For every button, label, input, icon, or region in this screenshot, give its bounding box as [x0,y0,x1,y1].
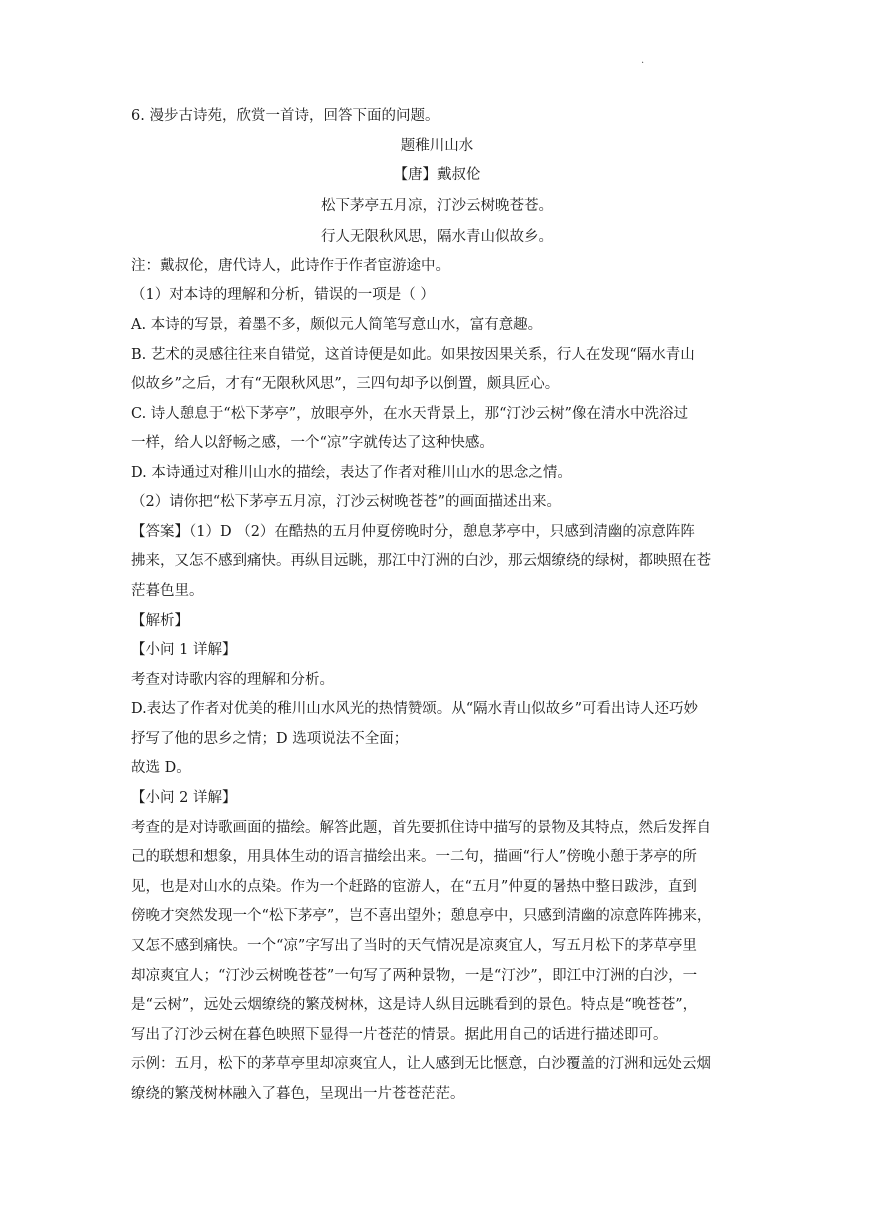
option-d: D. 本诗通过对稚川山水的描绘，表达了作者对稚川山水的思念之情。 [131,465,572,481]
option-c-line-1: C. 诗人憩息于“松下茅亭”，放眼亭外，在水天背景上，那“汀沙云树”像在清水中洗浴过 [131,406,688,422]
poem-line-2: 行人无限秋风思，隔水青山似故乡。 [321,229,553,245]
q1-line-2: D.表达了作者对优美的稚川山水风光的热情赞颂。从“隔水青山似故乡”可看出诗人还巧妙 [131,701,699,717]
sub-question-2: （2）请你把“松下茅亭五月凉，汀沙云树晚苍苍”的画面描述出来。 [131,494,562,510]
q2-line-7: 是“云树”，远处云烟缭绕的繁茂树林，这是诗人纵目远眺看到的景色。特点是“晚苍苍”， [131,997,698,1013]
analysis-heading: 【解析】 [131,613,189,629]
poem-note: 注：戴叔伦，唐代诗人，此诗作于作者宦游途中。 [131,258,450,274]
q2-line-6: 却凉爽宜人；“汀沙云树晚苍苍”一句写了两种景物，一是“汀沙”，即江中汀洲的白沙，一 [131,968,698,984]
answer-line-2: 拂来，又怎不感到痛快。再纵目远眺，那江中汀洲的白沙，那云烟缭绕的绿树，都映照在苍 [131,553,711,569]
q2-line-8: 写出了汀沙云树在暮色映照下显得一片苍茫的情景。据此用自己的话进行描述即可。 [131,1027,668,1043]
q2-line-1: 考查的是对诗歌画面的描绘。解答此题，首先要抓住诗中描写的景物及其特点，然后发挥自 [131,820,711,836]
option-b-line-1: B. 艺术的灵感往往来自错觉，这首诗便是如此。如果按因果关系，行人在发现“隔水青山 [131,347,695,363]
answer-line-3: 茫暮色里。 [131,583,204,599]
question-stem: 6. 漫步古诗苑，欣赏一首诗，回答下面的问题。 [131,108,440,124]
option-a: A. 本诗的写景，着墨不多，颇似元人简笔写意山水，富有意趣。 [131,317,543,333]
sub-question-1: （1）对本诗的理解和分析，错误的一项是（ ） [131,287,435,303]
poem-title: 题稚川山水 [400,138,474,154]
q1-heading: 【小问 1 详解】 [131,642,237,658]
answer-line-1: 【答案】（1）D （2）在酷热的五月仲夏傍晚时分，憩息茅亭中，只感到清幽的凉意阵阵 [131,524,695,540]
q2-line-4: 傍晚才突然发现一个“松下茅亭”，岂不喜出望外；憩息亭中，只感到清幽的凉意阵阵拂来， [131,908,712,924]
q1-line-3: 抒写了他的思乡之情；D 选项说法不全面； [131,731,409,747]
q2-line-5: 又怎不感到痛快。一个“凉”字写出了当时的天气情况是凉爽宜人，写五月松下的茅草亭里 [131,938,697,954]
q1-line-1: 考查对诗歌内容的理解和分析。 [131,672,334,688]
q2-heading: 【小问 2 详解】 [131,790,237,806]
option-b-line-2: 似故乡”之后，才有“无限秋风思”，三四句却予以倒置，颇具匠心。 [131,376,560,392]
poem-line-1: 松下茅亭五月凉，汀沙云树晚苍苍。 [321,198,553,214]
q2-line-3: 见，也是对山水的点染。作为一个赶路的宦游人，在“五月”仲夏的暑热中整日跋涉，直到 [131,879,697,895]
option-c-line-2: 一样，给人以舒畅之感，一个“凉”字就传达了这种快感。 [131,435,494,451]
q1-line-4: 故选 D。 [131,760,191,776]
header-dot: . [641,55,645,66]
poem-author: 【唐】戴叔伦 [393,167,481,183]
q2-line-2: 己的联想和想象，用具体生动的语言描绘出来。一二句，描画“行人”傍晚小憩于茅亭的所 [131,849,697,865]
q2-line-10: 缭绕的繁茂树林融入了暮色，呈现出一片苍苍茫茫。 [131,1086,465,1102]
q2-line-9: 示例：五月，松下的茅草亭里却凉爽宜人，让人感到无比惬意，白沙覆盖的汀洲和远处云烟 [131,1056,711,1072]
